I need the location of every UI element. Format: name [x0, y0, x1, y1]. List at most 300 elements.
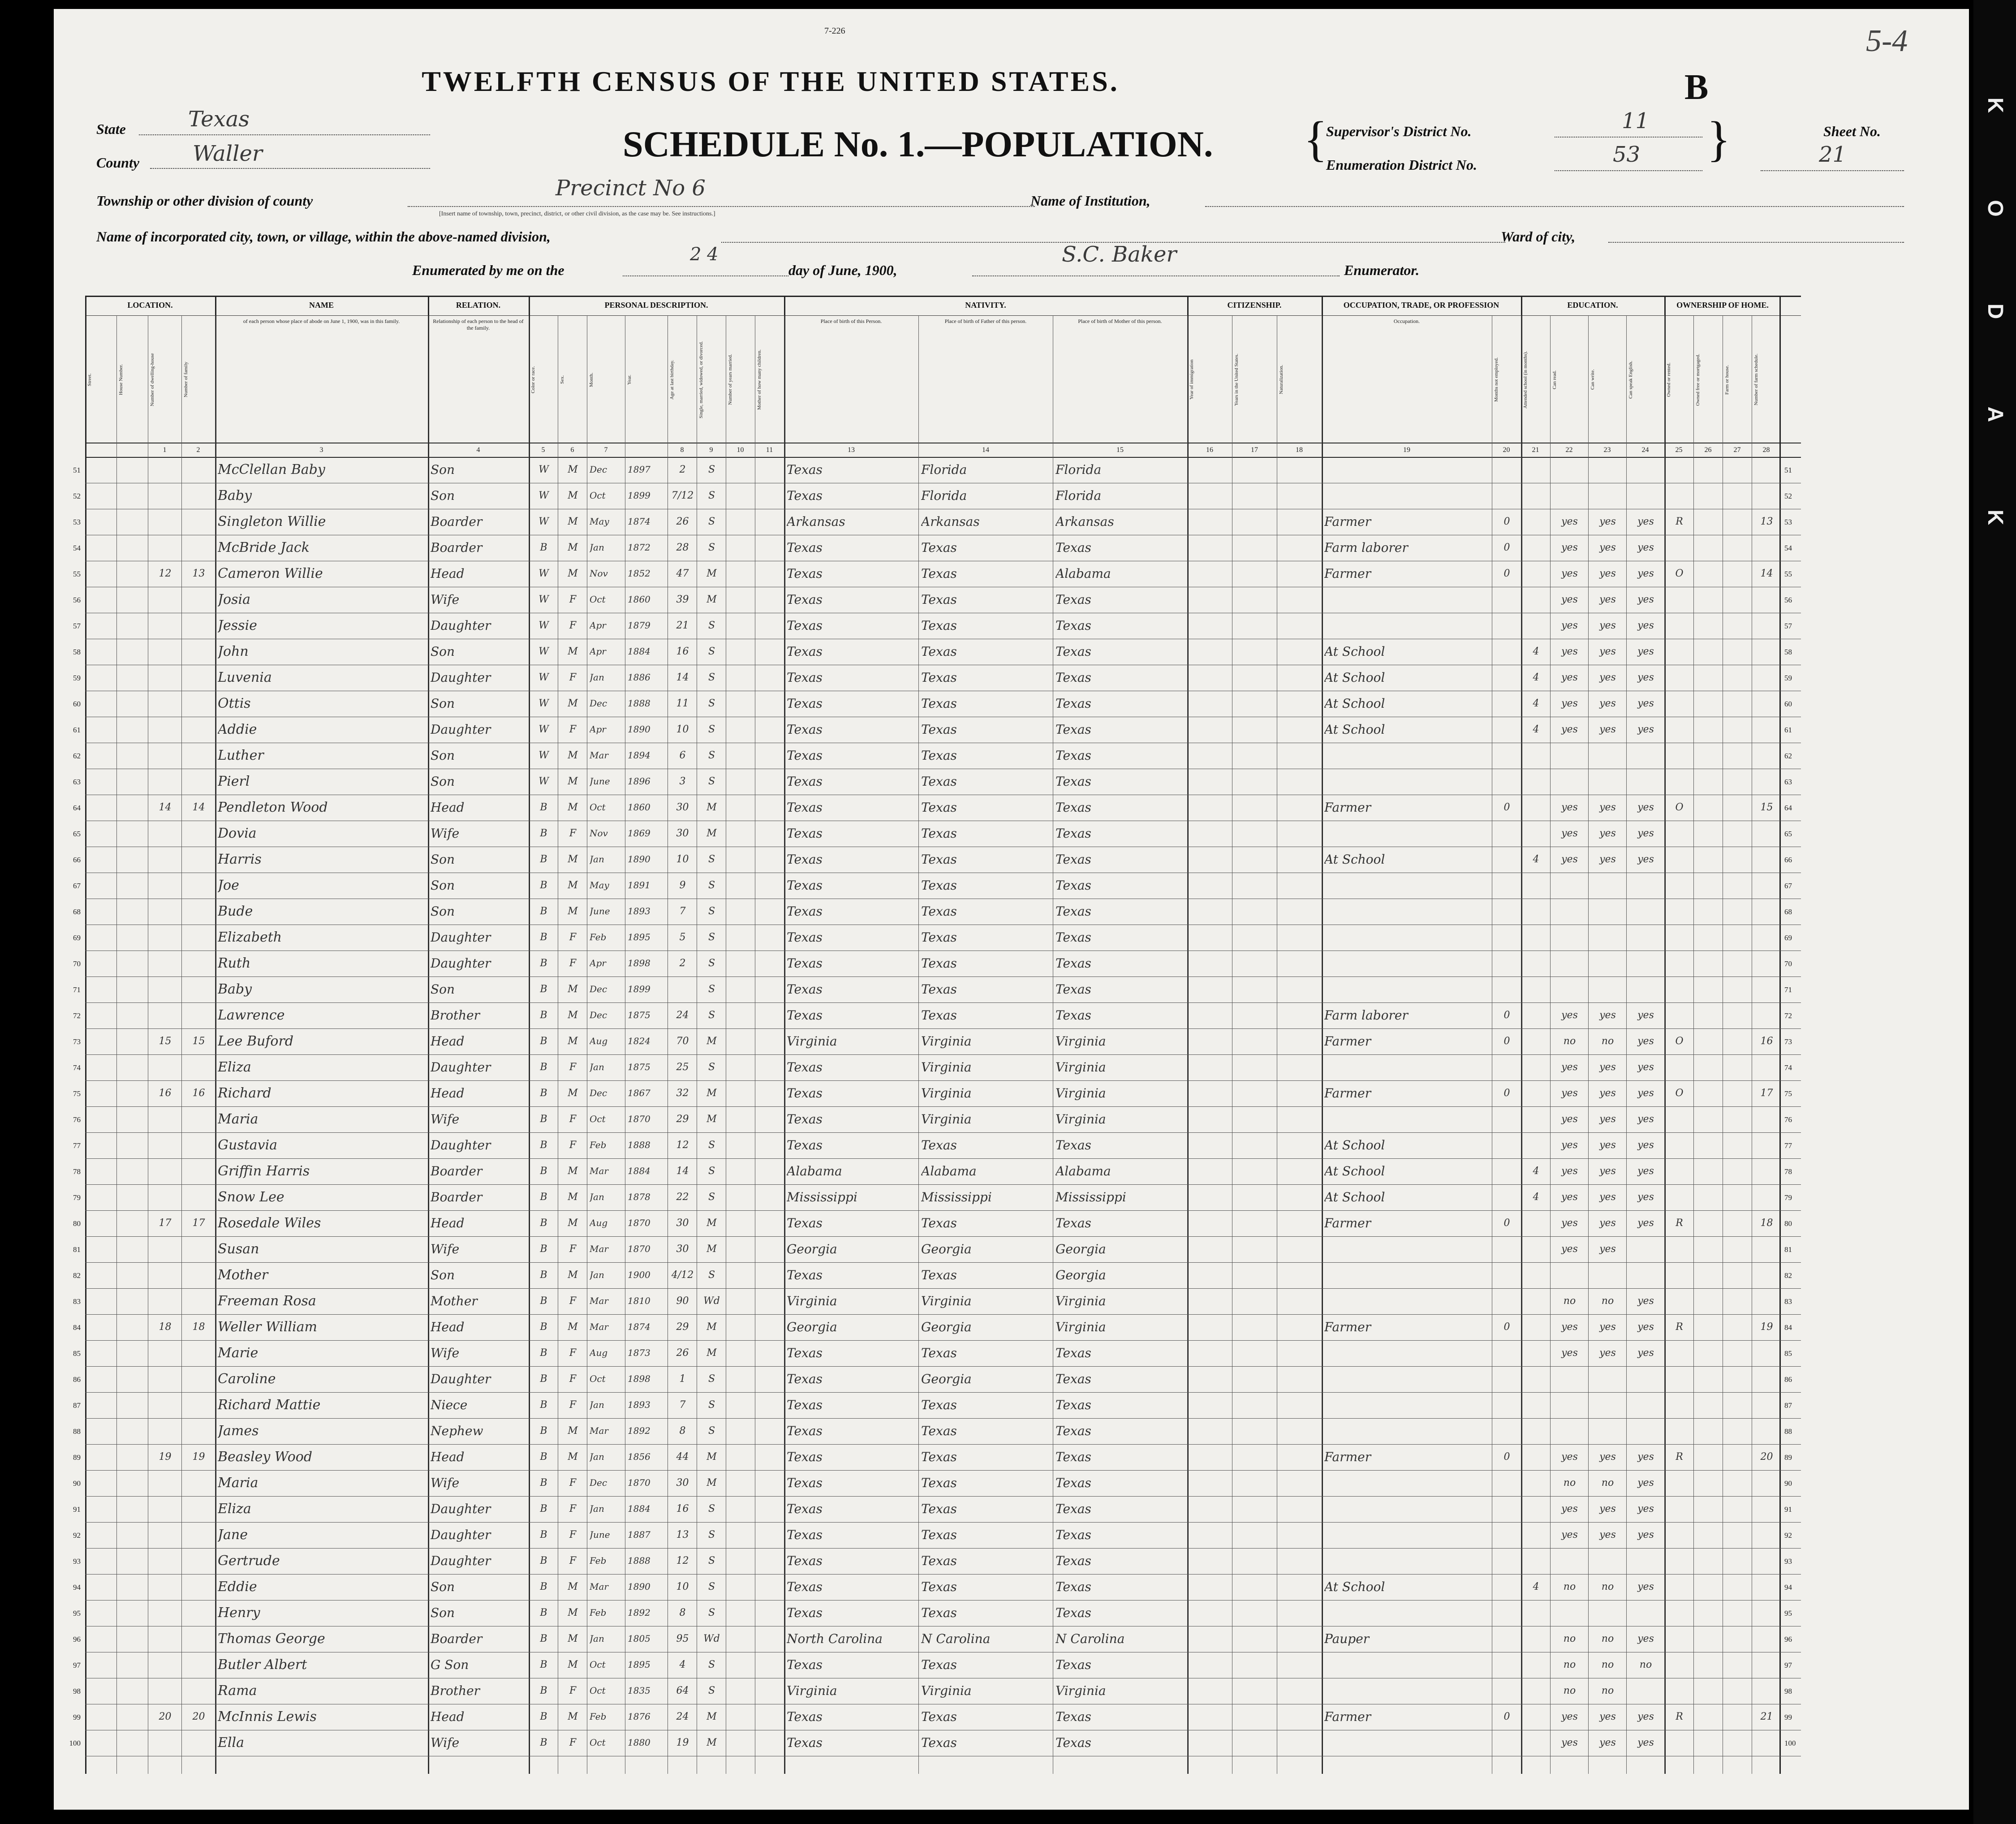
cell-sch: [1524, 1262, 1548, 1288]
column-number: 22: [1565, 446, 1573, 454]
cell-occ: [1324, 769, 1490, 795]
line-number: 93: [73, 1557, 81, 1566]
cell-mbp: Texas: [1055, 1709, 1091, 1724]
cell-name: Mother: [218, 1267, 268, 1283]
cell-occ: [1324, 1262, 1490, 1288]
cell-eng: yes: [1637, 802, 1654, 813]
cell-read: [1553, 1366, 1586, 1392]
cell-dw: [151, 1002, 180, 1028]
cell-race: W: [538, 776, 549, 787]
cell-mbp: Virginia: [1055, 1034, 1106, 1049]
column-number: 11: [766, 446, 773, 454]
cell-mbp: Texas: [1055, 644, 1091, 659]
column-number: 3: [319, 446, 323, 454]
cell-farm: [1754, 665, 1779, 691]
cell-rel: Head: [431, 1086, 465, 1101]
cell-month: Mar: [590, 750, 608, 761]
line-number: 96: [73, 1635, 81, 1643]
cell-write: yes: [1599, 1711, 1616, 1722]
cell-farm: [1754, 1288, 1779, 1314]
cell-sex: M: [568, 1166, 578, 1177]
cell-own: [1667, 873, 1692, 899]
cell-dw: [151, 1158, 180, 1184]
cell-dw: 20: [159, 1711, 172, 1722]
cell-month: Dec: [590, 1088, 607, 1098]
cell-ms: M: [706, 594, 717, 605]
line-number-right: 92: [1784, 1531, 1792, 1540]
cell-ms: S: [708, 1399, 715, 1411]
cell-year: 1895: [628, 932, 650, 942]
cell-month: Oct: [590, 1373, 606, 1384]
cell-year: 1856: [628, 1451, 650, 1462]
line-number: 80: [73, 1219, 81, 1228]
cell-month: Jan: [590, 1269, 604, 1280]
cell-ms: S: [708, 776, 715, 787]
column-number: 1: [163, 446, 167, 454]
cell-rel: Wife: [431, 1346, 460, 1360]
cell-month: Feb: [590, 1555, 607, 1566]
cell-read: yes: [1561, 854, 1578, 865]
cell-occ: [1324, 1496, 1490, 1522]
cell-year: 1884: [628, 1166, 650, 1176]
cell-name: Butler Albert: [218, 1657, 307, 1673]
line-number-right: 52: [1784, 492, 1792, 500]
cell-bp: Texas: [787, 1476, 823, 1490]
cell-age: 22: [676, 1192, 689, 1203]
cell-eng: yes: [1637, 1166, 1654, 1177]
line-number-right: 51: [1784, 466, 1792, 474]
line-number-right: 55: [1784, 570, 1792, 578]
line-number: 58: [73, 648, 81, 656]
census-sheet: [54, 9, 1969, 1810]
cell-fam: [184, 1262, 213, 1288]
line-number-right: 75: [1784, 1089, 1792, 1098]
cell-fbp: Texas: [921, 800, 957, 815]
column-divider: [918, 315, 919, 1774]
column-divider: [1588, 315, 1589, 1774]
cell-own: [1667, 1054, 1692, 1080]
cell-fbp: Virginia: [921, 1112, 972, 1127]
cell-mbp: Texas: [1055, 956, 1091, 971]
cell-dw: [151, 821, 180, 847]
cell-name: McClellan Baby: [218, 462, 325, 478]
cell-rel: Head: [431, 566, 465, 581]
cell-fam: 14: [192, 802, 205, 813]
cell-fbp: Texas: [921, 1527, 957, 1542]
cell-read: [1553, 925, 1586, 951]
cell-rel: Head: [431, 1034, 465, 1049]
cell-fbp: Georgia: [921, 1242, 972, 1256]
cell-own: [1667, 1600, 1692, 1626]
cell-fbp: Arkansas: [921, 514, 980, 529]
cell-dw: [151, 977, 180, 1002]
cell-me: [1495, 977, 1519, 1002]
cell-sch: [1524, 509, 1548, 535]
cell-bp: Texas: [787, 1138, 823, 1153]
cell-rel: Son: [431, 774, 455, 789]
cell-year: 1892: [628, 1607, 650, 1618]
cell-mbp: Texas: [1055, 592, 1091, 607]
line-number: 90: [73, 1479, 81, 1488]
line-number-right: 90: [1784, 1479, 1792, 1488]
cell-own: [1667, 1548, 1692, 1574]
cell-me: 0: [1503, 1088, 1510, 1099]
column-header: Owned or rented.: [1666, 362, 1671, 397]
cell-rel: Son: [431, 1605, 455, 1620]
cell-year: 1898: [628, 1373, 650, 1384]
cell-fam: 18: [192, 1321, 205, 1333]
cell-ms: M: [706, 1347, 717, 1359]
cell-farm: [1754, 1522, 1779, 1548]
cell-ms: S: [708, 1529, 715, 1540]
kodak-film-label: [1979, 54, 2011, 569]
cell-me: [1495, 769, 1519, 795]
cell-bp: Virginia: [787, 1683, 837, 1698]
line-number: 89: [73, 1453, 81, 1462]
cell-write: yes: [1599, 1529, 1616, 1540]
cell-bp: Georgia: [787, 1320, 837, 1334]
cell-sex: M: [568, 1425, 578, 1437]
cell-fam: 13: [192, 568, 205, 579]
cell-race: W: [538, 750, 549, 761]
cell-dw: [151, 1132, 180, 1158]
cell-bp: Texas: [787, 904, 823, 919]
cell-age: 19: [676, 1737, 689, 1748]
cell-race: B: [540, 1451, 547, 1463]
cell-read: [1553, 1392, 1586, 1418]
cell-occ: [1324, 1470, 1490, 1496]
cell-farm: [1754, 1652, 1779, 1678]
cell-eng: yes: [1637, 1529, 1654, 1540]
cell-year: 1893: [628, 906, 650, 916]
cell-year: 1835: [628, 1685, 650, 1696]
cell-read: yes: [1561, 1451, 1578, 1463]
cell-race: B: [540, 1192, 547, 1203]
cell-own: [1667, 1574, 1692, 1600]
column-header: Naturalization.: [1279, 365, 1284, 395]
cell-dw: [151, 1236, 180, 1262]
cell-bp: Texas: [787, 1657, 823, 1672]
column-number: 2: [196, 446, 200, 454]
cell-mbp: Texas: [1055, 1553, 1091, 1568]
cell-write: yes: [1599, 620, 1616, 631]
cell-bp: Texas: [787, 852, 823, 867]
cell-name: Gertrude: [218, 1553, 280, 1569]
ward-line: [1608, 224, 1904, 243]
cell-read: [1553, 1262, 1586, 1288]
cell-race: B: [540, 1555, 547, 1566]
cell-fam: 20: [192, 1711, 205, 1722]
column-number: 14: [982, 446, 989, 454]
column-divider: [1693, 315, 1694, 1774]
line-number: 57: [73, 622, 81, 630]
cell-rel: Son: [431, 696, 455, 711]
cell-name: Joe: [218, 878, 239, 893]
cell-dw: 17: [159, 1217, 172, 1229]
enum-district-value: 53: [1613, 142, 1641, 167]
cell-sch: [1524, 1028, 1548, 1054]
township-value: Precinct No 6: [556, 176, 706, 201]
cell-me: [1495, 1574, 1519, 1600]
cell-fam: [184, 1626, 213, 1652]
cell-me: [1495, 1236, 1519, 1262]
cell-sch: [1524, 1652, 1548, 1678]
cell-sex: M: [568, 1088, 578, 1099]
cell-month: Mar: [590, 1166, 608, 1176]
cell-mbp: Virginia: [1055, 1060, 1106, 1075]
cell-age: 7: [679, 1399, 686, 1411]
cell-age: 12: [676, 1555, 689, 1566]
cell-ms: M: [706, 1737, 717, 1748]
cell-ms: S: [708, 1607, 715, 1618]
cell-sex: F: [569, 1737, 577, 1748]
cell-own: R: [1676, 1711, 1683, 1722]
cell-month: Jan: [590, 1451, 604, 1462]
column-header: Relationship of each person to the head of the family.: [433, 318, 524, 331]
header-group-divider: [85, 315, 1801, 316]
cell-name: Rosedale Wiles: [218, 1215, 321, 1231]
cell-rel: Son: [431, 982, 455, 997]
cell-name: Beasley Wood: [218, 1449, 313, 1465]
cell-write: yes: [1599, 1166, 1616, 1177]
cell-sex: M: [568, 776, 578, 787]
institution-line: [1205, 188, 1904, 207]
column-number: [625, 443, 668, 457]
cell-race: W: [538, 724, 549, 735]
cell-fbp: Georgia: [921, 1320, 972, 1334]
cell-year: 1899: [628, 490, 650, 501]
cell-sex: F: [569, 1140, 577, 1151]
cell-month: Mar: [590, 1295, 608, 1306]
cell-year: 1874: [628, 1321, 650, 1332]
cell-mbp: Georgia: [1055, 1242, 1106, 1256]
cell-bp: Texas: [787, 566, 823, 581]
cell-occ: At School: [1324, 722, 1385, 737]
column-divider: [1187, 315, 1188, 1774]
cell-eng: yes: [1637, 1114, 1654, 1125]
line-number-right: 66: [1784, 856, 1792, 864]
cell-eng: [1629, 1236, 1663, 1262]
cell-age: 2: [679, 958, 686, 969]
cell-bp: Georgia: [787, 1242, 837, 1256]
cell-fam: [184, 1730, 213, 1756]
cell-sch: [1524, 1210, 1548, 1236]
cell-fam: [184, 1158, 213, 1184]
cell-read: yes: [1561, 1711, 1578, 1722]
cell-age: 64: [676, 1685, 689, 1696]
cell-me: [1495, 1366, 1519, 1392]
kodak-letter: K: [1983, 509, 2007, 525]
column-number: 21: [1532, 446, 1539, 454]
line-number: 74: [73, 1063, 81, 1072]
cell-fbp: Texas: [921, 1268, 957, 1282]
line-number: 72: [73, 1011, 81, 1020]
cell-race: B: [540, 1269, 547, 1281]
cell-sex: F: [569, 1555, 577, 1566]
cell-fbp: Texas: [921, 1476, 957, 1490]
cell-sex: M: [568, 906, 578, 917]
cell-fbp: Texas: [921, 644, 957, 659]
corner-note: 5-4: [1866, 24, 1908, 58]
cell-mbp: Florida: [1055, 488, 1102, 503]
cell-read: yes: [1561, 594, 1578, 605]
line-number: 100: [69, 1739, 81, 1747]
cell-mbp: Texas: [1055, 1424, 1091, 1438]
cell-sex: F: [569, 620, 577, 631]
cell-farm: [1754, 1262, 1779, 1288]
line-number: 75: [73, 1089, 81, 1098]
cell-age: 8: [679, 1425, 686, 1437]
cell-read: [1553, 899, 1586, 925]
cell-ms: Wd: [703, 1295, 720, 1307]
cell-me: [1495, 951, 1519, 977]
column-number: 25: [1675, 446, 1683, 454]
cell-sch: [1524, 1626, 1548, 1652]
cell-dw: [151, 1522, 180, 1548]
line-number-right: 53: [1784, 518, 1792, 526]
cell-rel: Son: [431, 462, 455, 477]
cell-month: Oct: [590, 1659, 606, 1670]
cell-name: Jane: [218, 1527, 248, 1543]
cell-name: Susan: [218, 1241, 259, 1257]
cell-ms: M: [706, 568, 717, 579]
cell-month: Oct: [590, 1114, 606, 1124]
cell-month: Oct: [590, 802, 606, 813]
cell-ms: S: [708, 958, 715, 969]
cell-read: [1553, 457, 1586, 483]
cell-eng: [1629, 1418, 1663, 1444]
column-header: Color or race.: [530, 366, 536, 393]
cell-me: [1495, 1678, 1519, 1704]
cell-bp: Texas: [787, 956, 823, 971]
cell-month: Feb: [590, 1711, 607, 1722]
cell-sex: M: [568, 1659, 578, 1670]
cell-sex: M: [568, 1036, 578, 1047]
cell-race: W: [538, 646, 549, 657]
cell-ms: M: [706, 1243, 717, 1255]
cell-farm: 16: [1760, 1036, 1773, 1047]
cell-bp: Texas: [787, 878, 823, 893]
cell-sch: [1524, 1600, 1548, 1626]
cell-sch: [1524, 1548, 1548, 1574]
cell-eng: yes: [1637, 1217, 1654, 1229]
cell-fam: [184, 1288, 213, 1314]
cell-occ: At School: [1324, 1164, 1385, 1179]
cell-own: [1667, 847, 1692, 873]
cell-year: 1891: [628, 880, 650, 890]
cell-month: May: [590, 516, 609, 527]
cell-fbp: Texas: [921, 774, 957, 789]
cell-ms: M: [706, 1321, 717, 1333]
cell-rel: Daughter: [431, 930, 491, 945]
cell-own: [1667, 1392, 1692, 1418]
cell-write: [1591, 925, 1624, 951]
cell-race: B: [540, 880, 547, 891]
cell-eng: yes: [1637, 1633, 1654, 1644]
cell-fbp: Texas: [921, 1709, 957, 1724]
cell-write: [1591, 1262, 1624, 1288]
cell-dw: [151, 613, 180, 639]
cell-ms: S: [708, 1166, 715, 1177]
cell-eng: yes: [1637, 1347, 1654, 1359]
group-header: CITIZENSHIP.: [1227, 301, 1282, 310]
cell-bp: Texas: [787, 644, 823, 659]
cell-sex: F: [569, 1477, 577, 1488]
cell-read: [1553, 769, 1586, 795]
ward-label: Ward of city,: [1501, 228, 1576, 245]
cell-fam: [184, 1470, 213, 1496]
cell-read: yes: [1561, 542, 1578, 553]
cell-sex: F: [569, 672, 577, 683]
cell-month: Mar: [590, 1581, 608, 1592]
cell-occ: [1324, 483, 1490, 509]
cell-me: [1495, 1470, 1519, 1496]
cell-month: Mar: [590, 1243, 608, 1254]
cell-write: yes: [1599, 568, 1616, 579]
cell-year: 1900: [628, 1269, 650, 1280]
cell-age: 70: [676, 1036, 689, 1047]
cell-own: [1667, 1418, 1692, 1444]
cell-read: no: [1563, 1036, 1576, 1047]
line-number: 87: [73, 1401, 81, 1410]
cell-mbp: Texas: [1055, 748, 1091, 763]
cell-fbp: Virginia: [921, 1086, 972, 1101]
cell-fam: 16: [192, 1088, 205, 1099]
cell-sex: M: [568, 854, 578, 865]
cell-write: yes: [1599, 1114, 1616, 1125]
cell-ms: M: [706, 802, 717, 813]
enumerated-day: 2 4: [690, 244, 719, 265]
cell-mbp: Texas: [1055, 1398, 1091, 1412]
column-header: Years in the United States.: [1234, 353, 1239, 406]
township-line: [408, 188, 1035, 207]
cell-ms: S: [708, 1373, 715, 1385]
cell-mbp: Mississippi: [1055, 1190, 1126, 1205]
cell-bp: Texas: [787, 618, 823, 633]
column-number: 23: [1603, 446, 1611, 454]
cell-year: 1888: [628, 1140, 650, 1150]
cell-fbp: Georgia: [921, 1372, 972, 1386]
film-edge-strip: [1973, 0, 2016, 1824]
cell-sex: M: [568, 1633, 578, 1644]
cell-farm: [1754, 1366, 1779, 1392]
column-header: Owned free or mortgaged.: [1695, 353, 1701, 406]
cell-read: yes: [1561, 672, 1578, 683]
cell-write: yes: [1599, 1737, 1616, 1748]
cell-farm: [1754, 1626, 1779, 1652]
cell-dw: [151, 873, 180, 899]
cell-fbp: Texas: [921, 670, 957, 685]
cell-own: [1667, 587, 1692, 613]
cell-sch: [1524, 743, 1548, 769]
cell-ms: M: [706, 1711, 717, 1722]
line-number: 78: [73, 1167, 81, 1176]
line-number-right: 91: [1784, 1505, 1792, 1514]
cell-race: B: [540, 1140, 547, 1151]
cell-farm: [1754, 1470, 1779, 1496]
cell-age: 39: [676, 594, 689, 605]
cell-sch: [1524, 1002, 1548, 1028]
cell-me: 0: [1503, 516, 1510, 527]
form-code: 7-226: [824, 26, 845, 36]
cell-name: Baby: [218, 981, 252, 997]
cell-mbp: Texas: [1055, 1008, 1091, 1023]
cell-month: Dec: [590, 464, 607, 475]
cell-me: [1495, 1522, 1519, 1548]
cell-bp: Texas: [787, 826, 823, 841]
cell-year: 1896: [628, 776, 650, 787]
column-number: 6: [570, 446, 574, 454]
